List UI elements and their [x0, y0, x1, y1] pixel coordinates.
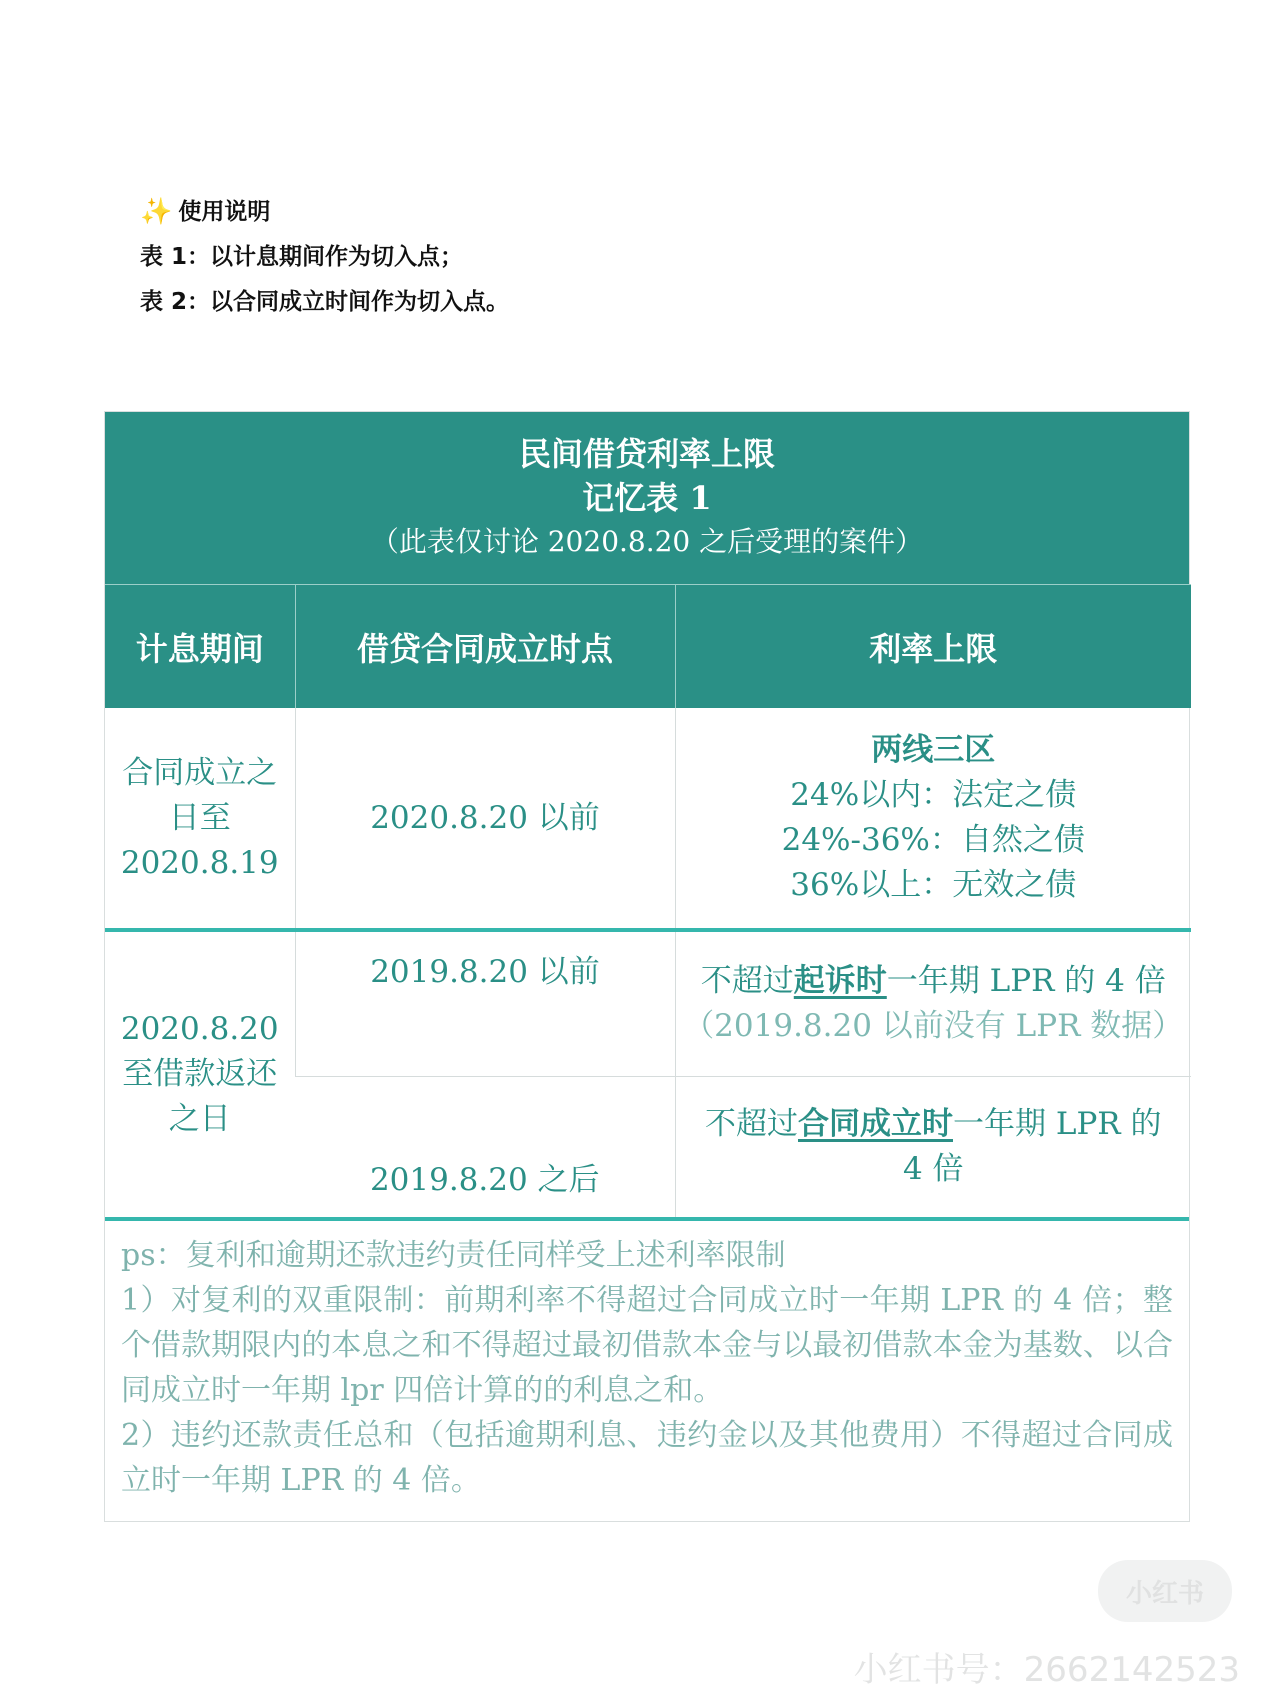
rate-cap-cell: 不超过合同成立时一年期 LPR 的 4 倍 — [675, 1077, 1191, 1218]
rate-cap-table — [105, 584, 1191, 1217]
period-cell: 2020.8.20 至借款返还之日 — [105, 930, 295, 1217]
table-title: 民间借贷利率上限 — [518, 435, 775, 473]
watermark-user-id: 小红书号：2662142523 — [853, 1650, 1240, 1690]
rate-cap-title: 两线三区 — [871, 732, 996, 768]
contract-time-cell: 2019.8.20 以前 — [295, 930, 675, 1077]
sparkle-icon: ✨ — [140, 197, 173, 227]
notes-block — [105, 1217, 1189, 1521]
usage-line-2: 表 2：以合同成立时间作为切入点。 — [140, 289, 510, 315]
table-row — [105, 708, 1191, 930]
table-title-block — [105, 412, 1189, 584]
usage-line-1: 表 1：以计息期间作为切入点； — [140, 244, 464, 270]
table-scope-note: （此表仅讨论 2020.8.20 之后受理的案件） — [370, 525, 924, 558]
rate-cap-line: 24%以内：法定之债 — [790, 777, 1077, 813]
rate-cap-table-card — [104, 411, 1190, 1522]
watermark-logo: 小红书 — [1098, 1560, 1232, 1622]
usage-heading-line — [140, 190, 509, 235]
rate-cap-text: 不超过起诉时一年期 LPR 的 4 倍 — [700, 963, 1166, 999]
rate-cap-cell — [675, 708, 1191, 930]
table-row — [105, 930, 1191, 1077]
rate-cap-cell — [675, 930, 1191, 1077]
usage-intro — [140, 190, 509, 325]
period-cell: 合同成立之日至 2020.8.19 — [120, 754, 279, 881]
usage-heading: 使用说明 — [178, 199, 271, 225]
contract-time-cell: 2020.8.20 以前 — [295, 708, 675, 930]
notes-ps: ps：复利和逾期还款违约责任同样受上述利率限制 — [121, 1238, 786, 1273]
notes-item-2: 2）违约还款责任总和（包括逾期利息、违约金以及其他费用）不得超过合同成立时一年期 LPR 的 4 倍。 — [121, 1418, 1173, 1498]
notes-item-1: 1）对复利的双重限制：前期利率不得超过合同成立时一年期 LPR 的 4 倍；整个借款期限内的本息之和不得超过最初借款本金与以最初借款本金为基数、以合同成立时一年期 lpr 四倍计算的的利息之和。 — [121, 1283, 1173, 1408]
header-rate-cap: 利率上限 — [675, 585, 1191, 709]
rate-cap-note: （2019.8.20 以前没有 LPR 数据） — [683, 1008, 1184, 1044]
header-period: 计息期间 — [105, 585, 295, 709]
rate-cap-emphasis: 合同成立时 — [798, 1106, 953, 1142]
contract-time-cell: 2019.8.20 之后 — [295, 1077, 675, 1218]
rate-cap-emphasis: 起诉时 — [793, 963, 887, 999]
table-header-row — [105, 585, 1191, 709]
table-subtitle: 记忆表 1 — [582, 479, 712, 517]
header-contract-time: 借贷合同成立时点 — [295, 585, 675, 709]
rate-cap-line: 24%-36%：自然之债 — [781, 822, 1085, 858]
rate-cap-line: 36%以上：无效之债 — [790, 867, 1077, 903]
